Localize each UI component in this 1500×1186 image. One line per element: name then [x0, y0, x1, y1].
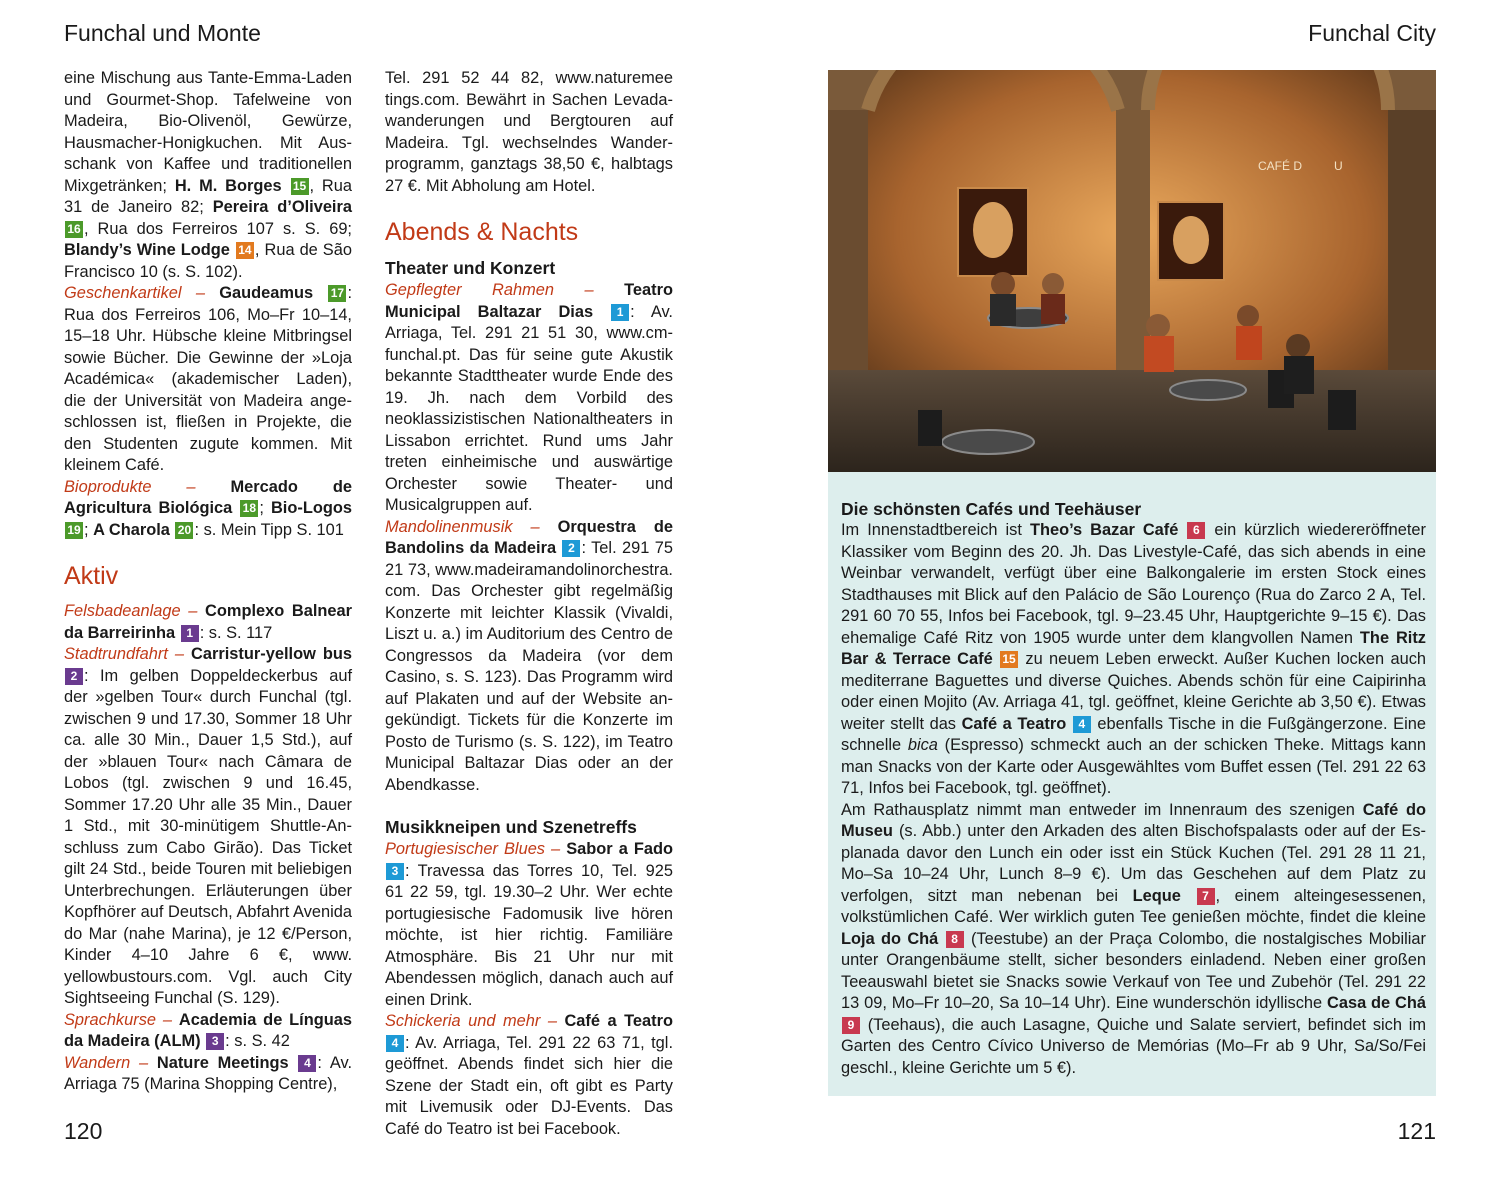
page-number-left: 120	[64, 1118, 103, 1144]
gaudeamus-name: Gaudeamus	[219, 284, 314, 302]
cafe-teatro-name: Café a Teatro	[564, 1012, 674, 1030]
infobox-title: Die schönsten Cafés und Teehäuser	[841, 499, 1142, 519]
fels-paragraph: Felsbadeanlage – Complexo Balnear da Barreirinha 1 : s. S. 117	[64, 602, 352, 642]
carristur-name: Carristur-yellow bus	[191, 645, 352, 663]
leque-name: Leque	[1132, 886, 1181, 905]
subheading-theater: Theater und Konzert	[385, 258, 556, 278]
hike-paragraph: Wandern – Nature Meetings 4 : Av. Arriaga 75 (Marina Shopping Centre),	[64, 1053, 352, 1093]
map-marker-badge: 6	[1187, 522, 1205, 539]
mandolin-paragraph: Mandolinenmusik – Orquestra de Bandolins da Madeira 2 : Tel. 291 75 21 73, www.madeiramandolinorchestra. com. Das Orchester gibt regelmäßig Konzerte mit leichter Klassik (Vivaldi, Liszt u. a.) im Auditorium des Centro de Congressos da Madeira (vor dem Casino, s. S. 123). Das Programm wird auf Plakaten und auf der Website angekündigt. Tickets für die Konzerte im Posto de Turismo (s. S. 122), im Teatro Municipal Baltazar Dias oder an der Abendkasse.	[385, 517, 673, 794]
gifts-paragraph: Geschenkartikel – Gaudeamus 17 : Rua dos Ferreiros 106, Mo–Fr 10–14, 15–18 Uhr. Hübsche kleine Mitbringsel sowie Bücher. Die Gewinne der »Loja Académica« (akademischer Laden), die der Universität von Madeira angeschlossen ist, fließen in Projekte, die den Studenten zugute kommen. Mit kleinem Café.	[64, 284, 352, 474]
blandys-name: Blandy’s Wine Lodge	[64, 241, 230, 259]
running-head-left: Funchal und Monte	[64, 20, 261, 46]
lang-paragraph: Sprachkurse – Academia de Línguas da Madeira (ALM) 3 : s. S. 42	[64, 1010, 353, 1050]
map-marker-badge: 4	[1073, 716, 1091, 733]
nature-meetings-name: Nature Meetings	[156, 1053, 289, 1072]
cafe-sign-text-2: U	[1334, 159, 1343, 173]
nature-cont-paragraph: Tel. 291 52 44 82, www.naturemee tings.com. Bewährt in Sachen Levadawanderungen und Bergtouren auf Madeira. Tgl. wechselndes Wanderprogramm, ganztags 38,50 €, halbtags 27 €. Mit Abholung am Hotel.	[385, 69, 673, 195]
category-label: Geschenkartikel –	[64, 284, 205, 302]
map-marker-badge: 1	[611, 304, 629, 321]
infobox-paragraph-2: Am Rathausplatz nimmt man entweder im Innenraum des szenigen Café do Museu (s. Abb.) unter den Arkaden des alten Bischofspalasts oder auf der Esplanada davor den Lunch ein oder isst ein Stück Kuchen (Tel. 291 28 11 21, Mo–Sa 10–24 Uhr, Lunch 8–9 €). Um das Geschehen auf dem Platz zu verfolgen, sitzt man nebenan bei Leque 7 , einem alteingesessenen, volkstümlichen Café. Wer wirklich guten Tee genießen möchte, findet die kleine Loja do Chá 8 (Teestube) an der Praça Colombo, die nostalgisches Mobiliar unter Orangenbäume stellt, sicher besonders einladend. Neben einer großen Teeauswahl bietet sie Snacks sowie Verkauf von Tee und Zubehör (Tel. 291 22 13 09, Mo–Fr 10–20, Sa 10–14 Uhr). Eine wunderschön idyllische Casa de Chá 9 (Teehaus), die auch Lasagne, Quiche und Salate serviert, befindet sich im Garten des Centro Cívico Universo de Memórias (Mo–Fr ab 9 Uhr, Sa/So/Fei geschl., kleine Gerichte um 5 €).	[841, 800, 1427, 1077]
mercado-name: Mercado de Agricultura Biológica	[64, 477, 352, 517]
right-page	[750, 0, 1500, 1186]
map-marker-badge: 19	[65, 522, 83, 539]
map-marker-badge: 20	[175, 522, 193, 539]
map-marker-badge: 3	[386, 863, 404, 880]
cafe-sign-text: CAFÉ D	[1258, 159, 1303, 173]
map-marker-badge: 4	[298, 1055, 316, 1072]
map-marker-badge: 15	[1000, 651, 1018, 668]
map-marker-badge: 7	[1197, 888, 1215, 905]
section-heading-abends: Abends & Nachts	[385, 218, 579, 246]
museu-name: Café do Museu	[841, 800, 1427, 840]
category-label: Wandern –	[64, 1053, 149, 1072]
map-marker-badge: 2	[562, 540, 580, 557]
map-marker-badge: 18	[240, 500, 258, 517]
category-label: Felsbadeanlage –	[64, 602, 198, 620]
column-1	[64, 68, 352, 1096]
tour-paragraph: Stadtrundfahrt – Carristur-yellow bus 2 : Im gelben Doppeldeckerbus auf der »gelben Tour« durch Funchal (tgl. zwischen 9 und 17.30, Sommer 18 Uhr ca. alle 30 Min., Dauer 1,5 Std.), auf der »blauen Tour« nach Câmara de Lobos (tgl. zwischen 9 und 16.45, Sommer 17.20 Uhr alle 35 Min., Dauer 1 Std., mit 30-minütigem Shuttle-Anschluss zum Cabo Girão). Das Ticket gilt 24 Std., beide Touren mit beliebigen Unterbrechungen. Erläuterungen über Kopfhörer auf Deutsch, Abfahrt Avenida do Mar (nahe Marina), je 12 €/Person, Kinder 4–10 Jahre 6 €, www. yellowbustours.com. Vgl. auch City Sightseeing Funchal (S. 129).	[64, 645, 352, 1007]
orquestra-name: Orquestra de Bandolins da Madeira	[385, 517, 673, 557]
category-label: Gepflegter Rahmen –	[385, 281, 594, 299]
category-label: Schickeria und mehr –	[385, 1012, 557, 1030]
blues-paragraph: Portugiesischer Blues – Sabor a Fado 3 : Travessa das Torres 10, Tel. 925 61 22 59, tgl. 19.30–2 Uhr. Wer echte portugiesische Fadomusik live hören möchte, ist hier richtig. Familiäre Atmosphäre. Bis 21 Uhr nur mit Abendessen möglich, danach auch auf einen Drink.	[385, 840, 673, 1009]
category-label: Bioprodukte –	[64, 477, 196, 496]
map-marker-badge: 1	[181, 625, 199, 642]
column-2	[385, 68, 673, 1140]
category-label: Stadtrundfahrt –	[64, 645, 185, 663]
section-heading-aktiv: Aktiv	[64, 562, 119, 590]
theater-paragraph: Gepflegter Rahmen – Teatro Municipal Baltazar Dias 1 : Av. Arriaga, Tel. 291 21 51 30, www.cm-funchal.pt. Das für seine gute Akustik bekannte Stadttheater wurde Ende des 19. Jh. nach dem Vorbild des neoklassizistischen Nationaltheaters in Lissabon errichtet. Rund ums Jahr treten einheimische und auswärtige Orchester sowie Theater- und Musicalgruppen auf.	[385, 281, 673, 514]
bica-term: bica	[907, 736, 938, 754]
theos-name: Theo’s Bazar Café	[1029, 521, 1179, 539]
bio-paragraph: Bioprodukte – Mercado de Agricultura Biológica 18 ; Bio-Logos 19 ; A Charola 20 : s. Mein Tipp S. 101	[64, 477, 352, 539]
running-head-right: Funchal City	[1308, 20, 1436, 46]
chic-paragraph: Schickeria und mehr – Café a Teatro 4 : Av. Arriaga, Tel. 291 22 63 71, tgl. geöffnet. Abends findet sich hier die Szene der Stadt ein, oft gibt es Party mit Livemusik oder DJ-Events. Das Café do Teatro ist bei Facebook.	[385, 1012, 674, 1138]
subheading-music: Musikkneipen und Szenetreffs	[385, 817, 637, 837]
map-marker-badge: 15	[291, 178, 309, 195]
cafes-infobox	[828, 472, 1436, 1096]
map-marker-badge: 2	[65, 668, 83, 685]
ritz-name: The Ritz Bar & Terrace Café	[841, 628, 1426, 668]
pereira-name: Pereira d’Oliveira	[212, 198, 352, 216]
map-marker-badge: 8	[946, 931, 964, 948]
infobox-paragraph-1: Im Innenstadtbereich ist Theo’s Bazar Café 6 ein kürzlich wiedereröffneter Klassiker vom Beginn des 20. Jh. Das Livestyle-Café, das sich abends in eine Weinbar verwandelt, verfügt über eine Balkongalerie im ersten Stock eines Stadthauses mit Blick auf den Palácio de São Lourenço (Rua do Zarco 2 A, Tel. 291 60 70 55, Infos bei Facebook, tgl. 9–23.45 Uhr, Hauptgerichte 9–15 €). Das ehemalige Café Ritz von 1905 wurde unter dem klangvollen Namen The Ritz Bar & Terrace Café 15 zu neuem Leben erweckt. Außer Kuchen locken auch mediterrane Baguettes und diverse Quiches. Abends schön für eine Caipirinha oder einen Mojito (Av. Arriaga 41, tgl. geöffnet, kleine Gerichte ab 3,50 €). Etwas weiter stellt das Café a Teatro 4 ebenfalls Tische in die Fußgängerzone. Eine schnelle bica (Espresso) schmeckt auch an der schicken Theke. Mittags kann man Snacks von der Karte oder Ausgewähltes vom Buffet essen (Tel. 291 22 63 71, Infos bei Facebook, tgl. geöffnet).	[841, 521, 1427, 797]
cafe-arcade-illustration	[828, 70, 1436, 472]
complexo-name: Complexo Balnear da Barreirinha	[64, 602, 352, 642]
map-marker-badge: 17	[328, 285, 346, 302]
category-label: Sprachkurse –	[64, 1010, 172, 1029]
cafe-photo	[828, 70, 1436, 472]
map-marker-badge: 3	[206, 1033, 224, 1050]
map-marker-badge: 14	[236, 242, 254, 259]
map-marker-badge: 4	[386, 1035, 404, 1052]
loja-name: Loja do Chá	[841, 929, 939, 948]
academia-name: Academia de Línguas da Madeira (ALM)	[64, 1010, 353, 1050]
shopping-paragraph: eine Mischung aus Tante-Emma-Laden und Gourmet-Shop. Tafelweine von Madeira, Bio-Olivenöl, Gewürze, Hausmacher-Honigkuchen. Mit Ausschank von Kaffee und traditionellen Mixgetränken; H. M. Borges 15 , Rua 31 de Janeiro 82; Pereira d’Oliveira 16 , Rua dos Ferreiros 107 s. S. 69; Blandy’s Wine Lodge 14 , Rua de São Francisco 10 (s. S. 102).	[64, 69, 352, 281]
page-number-right: 121	[1397, 1118, 1436, 1144]
biologos-name: Bio-Logos	[270, 499, 352, 517]
charola-name: A Charola	[93, 520, 170, 539]
category-label: Portugiesischer Blues –	[385, 840, 561, 858]
map-marker-badge: 9	[842, 1017, 860, 1034]
teatro-municipal-name: Teatro Municipal Baltazar Dias	[385, 281, 673, 321]
sabor-name: Sabor a Fado	[566, 840, 673, 858]
hm-borges-name: H. M. Borges	[174, 176, 282, 195]
map-marker-badge: 16	[65, 221, 83, 238]
casa-name: Casa de Chá	[1327, 994, 1427, 1012]
category-label: Mandolinenmusik –	[385, 517, 540, 536]
teatro-name: Café a Teatro	[961, 714, 1067, 733]
